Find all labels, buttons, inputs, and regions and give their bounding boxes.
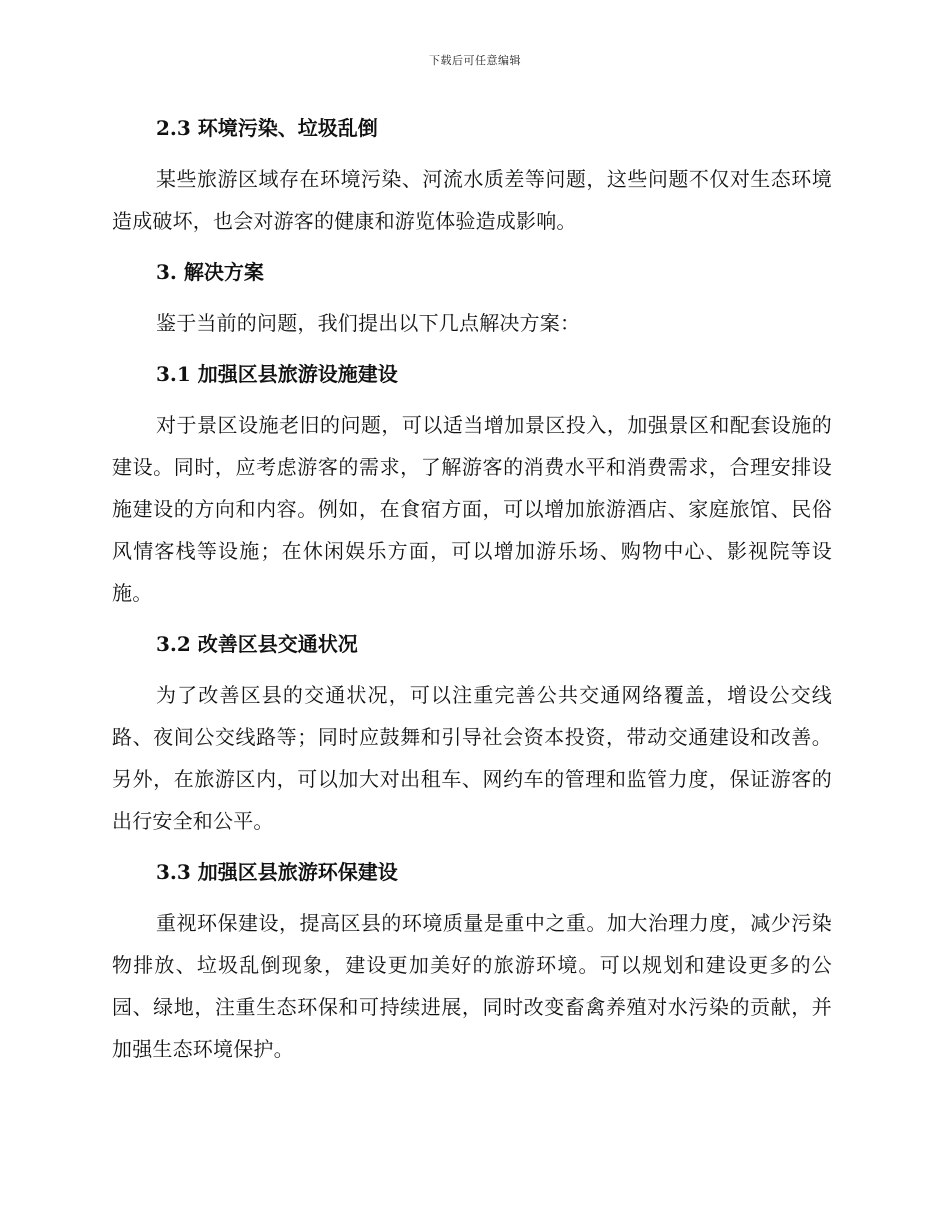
section-paragraph-3-1: 对于景区设施老旧的问题，可以适当增加景区投入，加强景区和配套设施的建设。同时，应考虑游客的需求，了解游客的消费水平和消费需求，合理安排设施建设的方向和内容。例如，在食宿方面，可以增加旅游酒店、家庭旅馆、民俗风情客栈等设施；在休闲娱乐方面，可以增加游乐场、购物中心、影视院等设施。	[112, 413, 832, 605]
section-paragraph-3: 鉴于当前的问题，我们提出以下几点解决方案：	[156, 311, 581, 335]
section-paragraph-3-2: 为了改善区县的交通状况，可以注重完善公共交通网络覆盖，增设公交线路、夜间公交线路等；同时应鼓舞和引导社会资本投资，带动交通建设和改善。另外，在旅游区内，可以加大对出租车、网约车的管理和监管力度，保证游客的出行安全和公平。	[112, 683, 832, 833]
document-body	[112, 110, 832, 1082]
section-heading-3-3: 3.3 加强区县旅游环保建设	[156, 860, 398, 884]
page-header: 下载后可任意编辑	[429, 54, 521, 67]
section-heading-3-2: 3.2 改善区县交通状况	[156, 632, 358, 656]
section-heading-2-3: 2.3 环境污染、垃圾乱倒	[156, 116, 378, 140]
section-heading-3: 3. 解决方案	[156, 260, 264, 284]
section-paragraph-2-3: 某些旅游区域存在环境污染、河流水质差等问题，这些问题不仅对生态环境造成破坏，也会对游客的健康和游览体验造成影响。	[112, 167, 832, 233]
section-paragraph-3-3: 重视环保建设，提高区县的环境质量是重中之重。加大治理力度，减少污染物排放、垃圾乱倒现象，建设更加美好的旅游环境。可以规划和建设更多的公园、绿地，注重生态环保和可持续进展，同时改变畜禽养殖对水污染的贡献，并加强生态环境保护。	[112, 911, 832, 1061]
section-heading-3-1: 3.1 加强区县旅游设施建设	[156, 362, 398, 386]
